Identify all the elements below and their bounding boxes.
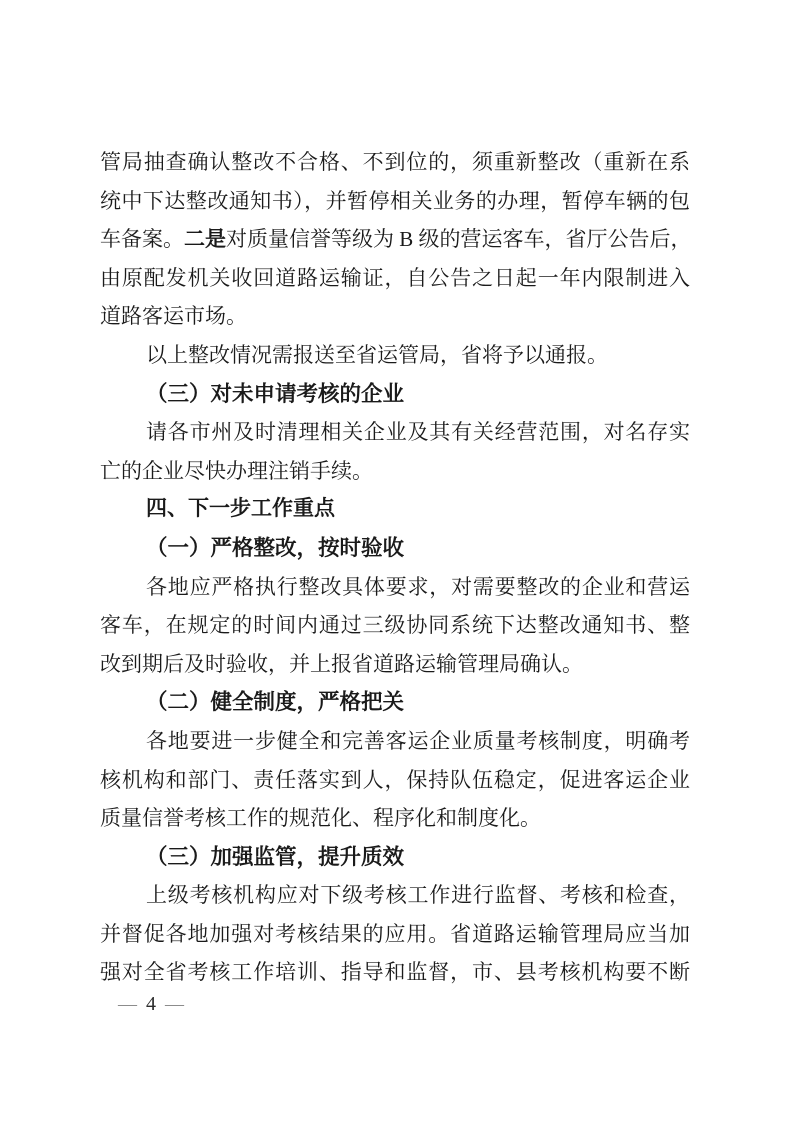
text-line — [100, 606, 690, 645]
heading-line — [100, 490, 690, 529]
text-segment: 二是 — [184, 227, 226, 252]
text-line — [100, 336, 690, 375]
footer-dash-left: — — [118, 994, 137, 1015]
text-segment: （三）对未申请考核的企业 — [146, 381, 405, 406]
text-line — [100, 953, 690, 992]
page-footer — [118, 993, 184, 1016]
text-segment: 改到期后及时验收，并上报省道路运输管理局确认。 — [100, 651, 583, 676]
text-segment: 质量信誉考核工作的规范化、程序化和制度化。 — [100, 806, 541, 831]
text-line — [100, 452, 690, 491]
text-segment: 统中下达整改通知书），并暂停相关业务的办理，暂停车辆的包 — [100, 188, 690, 213]
text-line — [100, 876, 690, 915]
text-line — [100, 722, 690, 761]
text-line — [100, 413, 690, 452]
document-body — [100, 143, 690, 992]
text-segment: 车备案。 — [100, 227, 184, 252]
text-segment: 各地应严格执行整改具体要求，对需要整改的企业和营运 — [146, 574, 690, 599]
text-segment: 亡的企业尽快办理注销手续。 — [100, 458, 373, 483]
heading-line — [100, 683, 690, 722]
text-segment: 请各市州及时清理相关企业及其有关经营范围，对名存实 — [146, 420, 690, 445]
text-line — [100, 761, 690, 800]
text-line — [100, 915, 690, 954]
text-segment: 各地要进一步健全和完善客运企业质量考核制度，明确考 — [146, 728, 690, 753]
text-segment: （三）加强监管，提升质效 — [146, 844, 405, 869]
text-segment: 上级考核机构应对下级考核工作进行监督、考核和检查， — [146, 883, 690, 908]
page-number: 4 — [146, 993, 156, 1015]
text-segment: 客车，在规定的时间内通过三级协同系统下达整改通知书、整 — [100, 613, 690, 638]
text-line — [100, 568, 690, 607]
text-segment: 以上整改情况需报送至省运管局，省将予以通报。 — [146, 342, 608, 367]
text-segment: 四、下一步工作重点 — [146, 497, 335, 521]
heading-line — [100, 375, 690, 414]
text-segment: 核机构和部门、责任落实到人，保持队伍稳定，促进客运企业 — [100, 767, 690, 792]
text-segment: 强对全省考核工作培训、指导和监督，市、县考核机构要不断 — [100, 960, 690, 985]
text-line — [100, 182, 690, 221]
text-segment: 对质量信誉等级为 B 级的营运客车，省厅公告后， — [226, 227, 692, 252]
text-segment: 道路客运市场。 — [100, 304, 247, 329]
text-line — [100, 799, 690, 838]
text-line — [100, 143, 690, 182]
text-segment: 由原配发机关收回道路运输证，自公告之日起一年内限制进入 — [100, 265, 690, 290]
footer-dash-right: — — [165, 994, 184, 1015]
text-segment: （一）严格整改，按时验收 — [146, 535, 405, 560]
text-line — [100, 297, 690, 336]
text-segment: 并督促各地加强对考核结果的应用。省道路运输管理局应当加 — [100, 921, 690, 946]
text-line — [100, 645, 690, 684]
text-segment: （二）健全制度，严格把关 — [146, 690, 405, 715]
text-segment: 管局抽查确认整改不合格、不到位的，须重新整改（重新在系 — [100, 150, 690, 174]
text-line — [100, 220, 690, 259]
heading-line — [100, 838, 690, 877]
heading-line — [100, 529, 690, 568]
text-line — [100, 259, 690, 298]
